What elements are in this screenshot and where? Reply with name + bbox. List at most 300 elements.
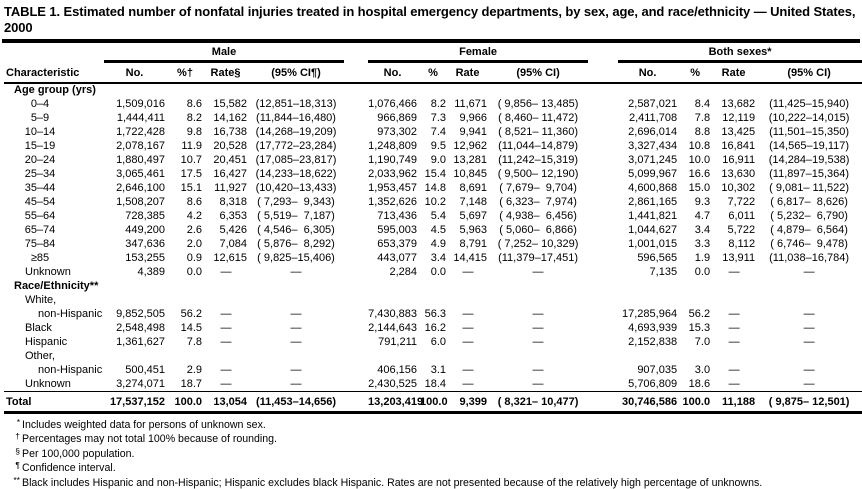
male-no-cell: 1,509,016 — [104, 97, 168, 111]
column-gap — [588, 363, 618, 377]
column-gap — [344, 153, 368, 167]
column-gap — [588, 237, 618, 251]
male-pct-cell: 9.8 — [168, 125, 204, 139]
male-no-header: No. — [104, 62, 168, 84]
column-gap — [344, 335, 368, 349]
both-pct-cell: 8.4 — [680, 97, 712, 111]
table-row — [4, 307, 862, 321]
both-rate-cell: — — [712, 335, 756, 349]
spacer-cell — [4, 45, 104, 62]
column-gap — [588, 321, 618, 335]
male-rate-cell: 16,738 — [204, 125, 248, 139]
table-row — [4, 209, 862, 223]
both-pct-cell: 7.8 — [680, 111, 712, 125]
age-range-label: ≥85 — [17, 252, 63, 265]
column-gap — [344, 62, 368, 84]
male-rate-cell: 14,162 — [204, 111, 248, 125]
both-rate-cell: 11,188 — [712, 391, 756, 412]
table-row — [4, 195, 862, 209]
female-ci-cell: ( 5,060– 6,866) — [488, 223, 588, 237]
female-ci-cell: — — [488, 363, 588, 377]
table-row — [4, 223, 862, 237]
female-pct-cell: 4.9 — [420, 237, 448, 251]
both-pct-cell: 3.0 — [680, 363, 712, 377]
female-no-cell: 406,156 — [368, 363, 420, 377]
female-no-cell: 7,430,883 — [368, 307, 420, 321]
both-no-cell: 2,861,165 — [618, 195, 680, 209]
female-rate-cell: 9,966 — [448, 111, 488, 125]
table-row — [4, 377, 862, 391]
column-gap — [344, 167, 368, 181]
male-no-cell: 2,548,498 — [104, 321, 168, 335]
male-rate-cell: — — [204, 265, 248, 279]
male-pct-cell: 18.7 — [168, 377, 204, 391]
age-range-label: 65–74 — [17, 224, 63, 237]
female-ci-cell: — — [488, 265, 588, 279]
female-rate-cell: 11,671 — [448, 97, 488, 111]
both-no-cell: 2,411,708 — [618, 111, 680, 125]
female-no-cell: 653,379 — [368, 237, 420, 251]
male-no-cell: 1,444,411 — [104, 111, 168, 125]
both-pct-cell: 10.0 — [680, 153, 712, 167]
both-rate-cell: — — [712, 377, 756, 391]
male-no-cell: 3,274,071 — [104, 377, 168, 391]
both-ci-cell: — — [756, 307, 862, 321]
male-ci-cell: ( 9,825–15,406) — [248, 251, 344, 265]
age-range-label: 20–24 — [17, 154, 63, 167]
column-gap — [344, 321, 368, 335]
male-rate-cell: — — [204, 377, 248, 391]
male-group-header: Male — [104, 45, 344, 62]
both-pct-cell: 3.4 — [680, 223, 712, 237]
female-rate-cell: 7,148 — [448, 195, 488, 209]
table-row — [4, 279, 862, 293]
male-no-cell: 2,078,167 — [104, 139, 168, 153]
both-ci-cell: (11,038–16,784) — [756, 251, 862, 265]
male-pct-cell: 15.1 — [168, 181, 204, 195]
both-ci-cell: — — [756, 265, 862, 279]
both-pct-cell: 15.0 — [680, 181, 712, 195]
male-no-cell: 2,646,100 — [104, 181, 168, 195]
both-rate-cell: 5,722 — [712, 223, 756, 237]
male-no-cell: 449,200 — [104, 223, 168, 237]
column-gap — [588, 153, 618, 167]
both-ci-cell: ( 9,875– 12,501) — [756, 391, 862, 412]
male-no-cell: 1,361,627 — [104, 335, 168, 349]
male-rate-cell: 6,353 — [204, 209, 248, 223]
male-pct-cell: 8.2 — [168, 111, 204, 125]
female-rate-header: Rate — [448, 62, 488, 84]
male-no-cell: 9,852,505 — [104, 307, 168, 321]
female-ci-cell: (11,379–17,451) — [488, 251, 588, 265]
both-no-header: No. — [618, 62, 680, 84]
table-row — [4, 181, 862, 195]
male-no-cell: 728,385 — [104, 209, 168, 223]
male-ci-cell: ( 5,876– 8,292) — [248, 237, 344, 251]
female-no-cell: 2,430,525 — [368, 377, 420, 391]
both-no-cell: 5,099,967 — [618, 167, 680, 181]
row-label: Total — [4, 391, 104, 412]
male-ci-cell: (11,844–16,480) — [248, 111, 344, 125]
both-rate-header: Rate — [712, 62, 756, 84]
female-pct-cell: 7.3 — [420, 111, 448, 125]
row-label — [4, 111, 104, 125]
male-rate-cell: 11,927 — [204, 181, 248, 195]
column-gap — [588, 125, 618, 139]
row-label: Unknown — [4, 265, 104, 279]
both-no-cell: 1,001,015 — [618, 237, 680, 251]
female-rate-cell: 8,691 — [448, 181, 488, 195]
female-rate-cell: 14,415 — [448, 251, 488, 265]
footnote — [5, 460, 860, 475]
table-row — [4, 321, 862, 335]
both-no-cell: 17,285,964 — [618, 307, 680, 321]
female-ci-cell: ( 9,856– 13,485) — [488, 97, 588, 111]
column-gap — [588, 209, 618, 223]
row-label: Race/Ethnicity** — [4, 279, 862, 293]
row-label — [4, 195, 104, 209]
column-header-row — [4, 62, 862, 84]
column-gap — [588, 139, 618, 153]
both-rate-cell: 8,112 — [712, 237, 756, 251]
column-gap — [344, 111, 368, 125]
row-label — [4, 209, 104, 223]
male-pct-cell: 0.9 — [168, 251, 204, 265]
table-body — [4, 83, 862, 412]
male-ci-header: (95% CI¶) — [248, 62, 344, 84]
footnote-marker: * — [7, 417, 20, 429]
age-range-label: 15–19 — [17, 140, 63, 153]
table-row — [4, 139, 862, 153]
total-row — [4, 391, 862, 412]
female-no-cell: 595,003 — [368, 223, 420, 237]
female-group-header: Female — [368, 45, 588, 62]
footnote-text: Includes weighted data for persons of unknown sex. — [22, 419, 266, 431]
both-ci-cell: — — [756, 363, 862, 377]
age-range-label: 10–14 — [17, 126, 63, 139]
column-gap — [588, 391, 618, 412]
table-row — [4, 167, 862, 181]
male-no-cell: 17,537,152 — [104, 391, 168, 412]
both-rate-cell: — — [712, 363, 756, 377]
table-row — [4, 363, 862, 377]
male-ci-cell: — — [248, 335, 344, 349]
male-rate-cell: — — [204, 307, 248, 321]
female-no-cell: 2,284 — [368, 265, 420, 279]
male-rate-cell: — — [204, 321, 248, 335]
male-ci-cell: ( 5,519– 7,187) — [248, 209, 344, 223]
column-gap — [344, 195, 368, 209]
characteristic-header: Characteristic — [4, 62, 104, 84]
footnote-marker: ¶ — [7, 460, 20, 472]
male-ci-cell: ( 7,293– 9,343) — [248, 195, 344, 209]
both-pct-cell: 18.6 — [680, 377, 712, 391]
male-rate-cell: 16,427 — [204, 167, 248, 181]
column-gap — [344, 97, 368, 111]
row-label — [4, 97, 104, 111]
female-pct-cell: 15.4 — [420, 167, 448, 181]
female-pct-cell: 5.4 — [420, 209, 448, 223]
female-pct-cell: 4.5 — [420, 223, 448, 237]
row-label — [4, 139, 104, 153]
male-rate-cell: 13,054 — [204, 391, 248, 412]
group-header-row — [4, 45, 862, 62]
both-ci-cell: ( 9,081– 11,522) — [756, 181, 862, 195]
both-pct-cell: 0.0 — [680, 265, 712, 279]
male-ci-cell: ( 4,546– 6,305) — [248, 223, 344, 237]
male-ci-cell: — — [248, 307, 344, 321]
female-rate-cell: — — [448, 335, 488, 349]
both-no-cell: 4,693,939 — [618, 321, 680, 335]
footnote-text: Per 100,000 population. — [22, 448, 135, 460]
female-rate-cell: — — [448, 307, 488, 321]
female-no-header: No. — [368, 62, 420, 84]
both-pct-cell: 7.0 — [680, 335, 712, 349]
age-range-label: 55–64 — [17, 210, 63, 223]
row-label — [4, 181, 104, 195]
both-no-cell: 2,152,838 — [618, 335, 680, 349]
column-gap — [588, 195, 618, 209]
male-rate-header: Rate§ — [204, 62, 248, 84]
column-gap — [588, 377, 618, 391]
both-ci-cell: (10,222–14,015) — [756, 111, 862, 125]
male-no-cell: 4,389 — [104, 265, 168, 279]
both-pct-cell: 56.2 — [680, 307, 712, 321]
male-pct-header: %† — [168, 62, 204, 84]
male-rate-cell: 7,084 — [204, 237, 248, 251]
male-ci-cell: — — [248, 377, 344, 391]
male-pct-cell: 10.7 — [168, 153, 204, 167]
both-rate-cell: 7,722 — [712, 195, 756, 209]
male-pct-cell: 4.2 — [168, 209, 204, 223]
table-row — [4, 349, 862, 363]
row-label — [4, 167, 104, 181]
female-pct-cell: 16.2 — [420, 321, 448, 335]
data-table — [4, 45, 862, 414]
male-rate-cell: 5,426 — [204, 223, 248, 237]
age-range-label: 25–34 — [17, 168, 63, 181]
female-pct-cell: 18.4 — [420, 377, 448, 391]
column-gap — [588, 251, 618, 265]
both-ci-cell: ( 6,817– 8,626) — [756, 195, 862, 209]
row-label: Other, — [4, 349, 862, 363]
female-ci-cell: ( 7,679– 9,704) — [488, 181, 588, 195]
female-no-cell: 1,248,809 — [368, 139, 420, 153]
both-rate-cell: 13,425 — [712, 125, 756, 139]
both-no-cell: 2,587,021 — [618, 97, 680, 111]
both-ci-cell: — — [756, 335, 862, 349]
female-rate-cell: 8,791 — [448, 237, 488, 251]
male-ci-cell: (12,851–18,313) — [248, 97, 344, 111]
both-ci-cell: ( 4,879– 6,564) — [756, 223, 862, 237]
column-gap — [588, 111, 618, 125]
row-label — [4, 223, 104, 237]
table-row — [4, 111, 862, 125]
both-no-cell: 4,600,868 — [618, 181, 680, 195]
both-rate-cell: 10,302 — [712, 181, 756, 195]
male-ci-cell: (17,085–23,817) — [248, 153, 344, 167]
row-label: non-Hispanic — [4, 363, 104, 377]
female-no-cell: 1,352,626 — [368, 195, 420, 209]
male-ci-cell: (17,772–23,284) — [248, 139, 344, 153]
both-rate-cell: 13,682 — [712, 97, 756, 111]
male-ci-cell: (10,420–13,433) — [248, 181, 344, 195]
female-pct-cell: 14.8 — [420, 181, 448, 195]
column-gap — [588, 265, 618, 279]
male-no-cell: 347,636 — [104, 237, 168, 251]
female-no-cell: 791,211 — [368, 335, 420, 349]
column-gap — [344, 125, 368, 139]
column-gap — [344, 265, 368, 279]
female-pct-cell: 9.0 — [420, 153, 448, 167]
female-rate-cell: 5,697 — [448, 209, 488, 223]
male-rate-cell: 20,528 — [204, 139, 248, 153]
both-no-cell: 3,071,245 — [618, 153, 680, 167]
age-range-label: 0–4 — [17, 98, 63, 111]
male-ci-cell: — — [248, 363, 344, 377]
footnotes — [5, 417, 860, 489]
column-gap — [588, 167, 618, 181]
table-row — [4, 83, 862, 97]
female-pct-header: % — [420, 62, 448, 84]
both-no-cell: 30,746,586 — [618, 391, 680, 412]
male-no-cell: 153,255 — [104, 251, 168, 265]
both-no-cell: 7,135 — [618, 265, 680, 279]
column-gap — [588, 97, 618, 111]
both-rate-cell: 13,911 — [712, 251, 756, 265]
female-rate-cell: — — [448, 265, 488, 279]
both-ci-cell: (14,565–19,117) — [756, 139, 862, 153]
male-no-cell: 1,722,428 — [104, 125, 168, 139]
male-rate-cell: 8,318 — [204, 195, 248, 209]
row-label: White, — [4, 293, 862, 307]
both-rate-cell: 12,119 — [712, 111, 756, 125]
column-gap — [344, 209, 368, 223]
both-rate-cell: — — [712, 321, 756, 335]
female-pct-cell: 6.0 — [420, 335, 448, 349]
both-no-cell: 5,706,809 — [618, 377, 680, 391]
female-pct-cell: 10.2 — [420, 195, 448, 209]
male-pct-cell: 0.0 — [168, 265, 204, 279]
male-ci-cell: — — [248, 321, 344, 335]
female-ci-cell: ( 6,323– 7,974) — [488, 195, 588, 209]
female-rate-cell: — — [448, 363, 488, 377]
both-ci-cell: (11,425–15,940) — [756, 97, 862, 111]
column-gap — [344, 363, 368, 377]
male-no-cell: 1,508,207 — [104, 195, 168, 209]
both-no-cell: 3,327,434 — [618, 139, 680, 153]
both-ci-cell: ( 6,746– 9,478) — [756, 237, 862, 251]
footnote-text: Percentages may not total 100% because of rounding. — [22, 433, 277, 445]
footnote-marker: ** — [7, 475, 20, 487]
female-no-cell: 2,144,643 — [368, 321, 420, 335]
footnote — [5, 431, 860, 446]
female-rate-cell: — — [448, 321, 488, 335]
row-label: Hispanic — [4, 335, 104, 349]
male-pct-cell: 2.0 — [168, 237, 204, 251]
female-ci-cell: — — [488, 377, 588, 391]
female-ci-cell: ( 7,252– 10,329) — [488, 237, 588, 251]
both-rate-cell: 16,841 — [712, 139, 756, 153]
both-ci-cell: (11,897–15,364) — [756, 167, 862, 181]
column-gap — [588, 335, 618, 349]
column-gap — [588, 45, 618, 62]
both-pct-cell: 9.3 — [680, 195, 712, 209]
female-ci-cell: ( 8,321– 10,477) — [488, 391, 588, 412]
both-rate-cell: — — [712, 265, 756, 279]
footnote-text: Black includes Hispanic and non-Hispanic; Hispanic excludes black Hispanic. Rates are not presented because of the relatively high percentage of unknowns. — [22, 477, 762, 489]
both-pct-cell: 16.6 — [680, 167, 712, 181]
both-ci-header: (95% CI) — [756, 62, 862, 84]
female-ci-cell: ( 8,521– 11,360) — [488, 125, 588, 139]
column-gap — [588, 307, 618, 321]
female-no-cell: 966,869 — [368, 111, 420, 125]
female-ci-cell: (11,044–14,879) — [488, 139, 588, 153]
column-gap — [588, 223, 618, 237]
footnote-marker: † — [7, 431, 20, 443]
female-ci-cell: — — [488, 321, 588, 335]
male-no-cell: 1,880,497 — [104, 153, 168, 167]
male-pct-cell: 11.9 — [168, 139, 204, 153]
column-gap — [344, 181, 368, 195]
both-ci-cell: ( 5,232– 6,790) — [756, 209, 862, 223]
male-pct-cell: 17.5 — [168, 167, 204, 181]
female-pct-cell: 56.3 — [420, 307, 448, 321]
male-pct-cell: 2.9 — [168, 363, 204, 377]
table-row — [4, 335, 862, 349]
female-ci-cell: (11,242–15,319) — [488, 153, 588, 167]
both-ci-cell: — — [756, 321, 862, 335]
male-pct-cell: 8.6 — [168, 97, 204, 111]
column-gap — [344, 307, 368, 321]
female-rate-cell: 13,281 — [448, 153, 488, 167]
male-pct-cell: 8.6 — [168, 195, 204, 209]
male-rate-cell: 12,615 — [204, 251, 248, 265]
both-ci-cell: (11,501–15,350) — [756, 125, 862, 139]
age-range-label: 45–54 — [17, 196, 63, 209]
both-ci-cell: — — [756, 377, 862, 391]
female-rate-cell: 5,963 — [448, 223, 488, 237]
footnote-text: Confidence interval. — [22, 462, 116, 474]
both-pct-cell: 15.3 — [680, 321, 712, 335]
both-sexes-group-header: Both sexes* — [618, 45, 862, 62]
column-gap — [588, 62, 618, 84]
female-pct-cell: 0.0 — [420, 265, 448, 279]
both-pct-cell: 4.7 — [680, 209, 712, 223]
male-pct-cell: 2.6 — [168, 223, 204, 237]
row-label — [4, 153, 104, 167]
column-gap — [344, 223, 368, 237]
age-range-label: 75–84 — [17, 238, 63, 251]
table-row — [4, 237, 862, 251]
column-gap — [344, 139, 368, 153]
row-label — [4, 237, 104, 251]
male-ci-cell: — — [248, 265, 344, 279]
both-no-cell: 596,565 — [618, 251, 680, 265]
female-ci-cell: ( 9,500– 12,190) — [488, 167, 588, 181]
female-no-cell: 1,076,466 — [368, 97, 420, 111]
column-gap — [344, 45, 368, 62]
both-rate-cell: 13,630 — [712, 167, 756, 181]
both-ci-cell: (14,284–19,538) — [756, 153, 862, 167]
both-pct-cell: 8.8 — [680, 125, 712, 139]
female-rate-cell: 9,941 — [448, 125, 488, 139]
both-no-cell: 1,044,627 — [618, 223, 680, 237]
male-rate-cell: 15,582 — [204, 97, 248, 111]
row-label: non-Hispanic — [4, 307, 104, 321]
female-no-cell: 13,203,419 — [368, 391, 420, 412]
both-pct-cell: 3.3 — [680, 237, 712, 251]
